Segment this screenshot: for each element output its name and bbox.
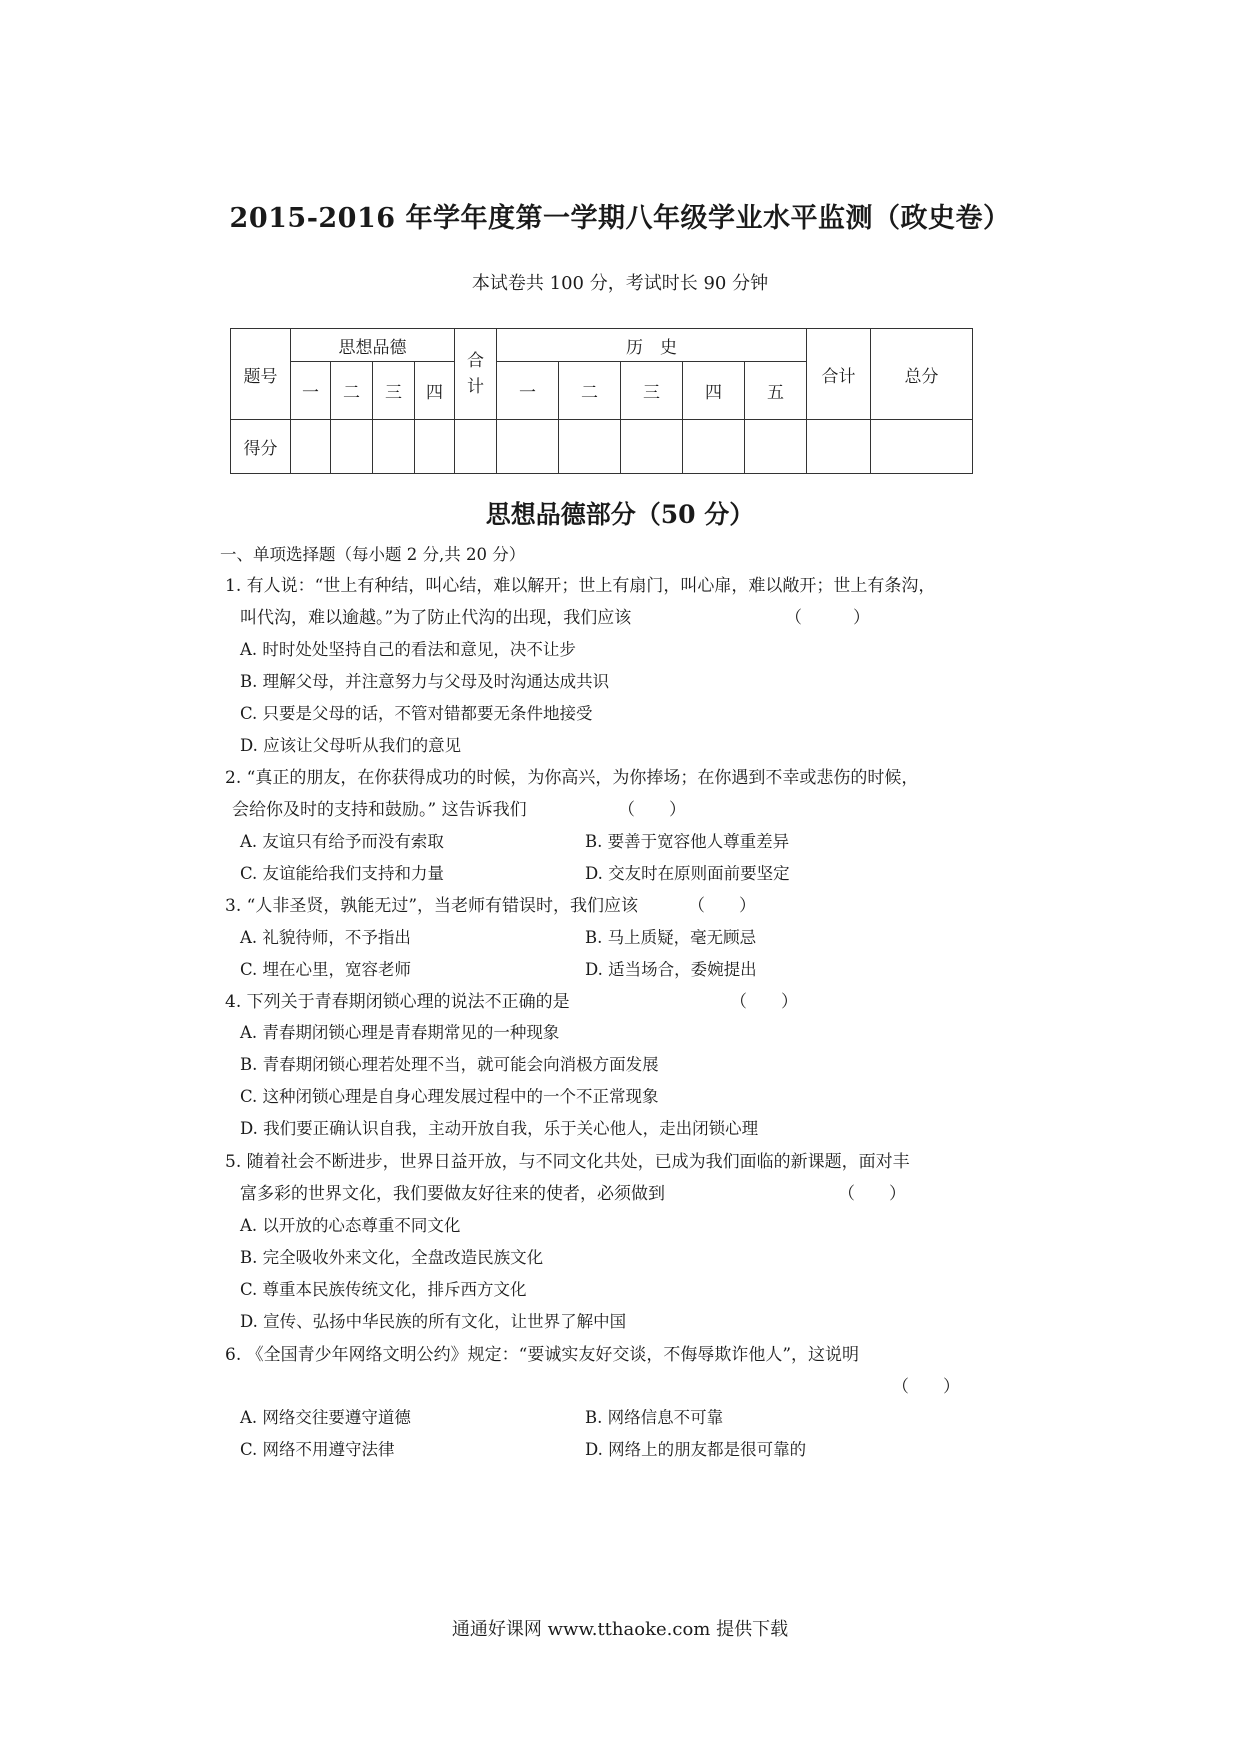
answer-paren: （ ） [892, 1377, 960, 1397]
option-d: D. 适当场合，委婉提出 [585, 960, 757, 979]
group1-col: 四 [415, 362, 455, 420]
group2-col: 四 [683, 362, 745, 420]
score-cell [621, 420, 683, 474]
option-d: D. 网络上的朋友都是很可靠的 [585, 1440, 807, 1459]
exam-title: 2015-2016 年学年度第一学期八年级学业水平监测（政史卷） [229, 203, 1011, 234]
option-b: B. 网络信息不可靠 [585, 1408, 724, 1427]
row-header-cell: 题号 [231, 329, 291, 420]
total-header: 总分 [871, 329, 973, 420]
score-table [230, 328, 973, 474]
option-b: B. 马上质疑，毫无顾忌 [585, 928, 757, 947]
option-b: B. 要善于宽容他人尊重差异 [585, 832, 790, 851]
score-cell [683, 420, 745, 474]
score-cell [373, 420, 415, 474]
option-b: B. 完全吸收外来文化，全盘改造民族文化 [240, 1248, 544, 1267]
option-c: C. 网络不用遵守法律 [240, 1440, 395, 1459]
group2-col: 一 [497, 362, 559, 420]
group1-col: 一 [291, 362, 331, 420]
group2-col: 五 [745, 362, 807, 420]
question-3-stem: 3. “人非圣贤，孰能无过”，当老师有错误时，我们应该 [225, 896, 639, 916]
question-1-stem-line1: 1. 有人说：“世上有种结，叫心结，难以解开；世上有扇门，叫心扉，难以敞开；世上有条沟， [225, 576, 936, 596]
question-2-stem-line2: 会给你及时的支持和鼓励。” 这告诉我们 [232, 800, 527, 820]
question-4-stem: 4. 下列关于青春期闭锁心理的说法不正确的是 [225, 992, 570, 1012]
option-a: A. 网络交往要遵守道德 [240, 1408, 411, 1427]
group2-header: 历 史 [497, 329, 807, 362]
question-1-stem-line2: 叫代沟，难以逾越。”为了防止代沟的出现，我们应该 [240, 608, 632, 628]
part-heading: 一、单项选择题（每小题 2 分,共 20 分） [220, 545, 526, 564]
question-2-stem-line1: 2. “真正的朋友，在你获得成功的时候，为你高兴，为你捧场；在你遇到不幸或悲伤的时候， [225, 768, 919, 788]
subtotal-header: 合计 [455, 329, 497, 420]
score-cell [331, 420, 373, 474]
option-d: D. 我们要正确认识自我，主动开放自我，乐于关心他人，走出闭锁心理 [240, 1119, 759, 1138]
option-c: C. 只要是父母的话，不管对错都要无条件地接受 [240, 704, 593, 723]
question-5-stem-line1: 5. 随着社会不断进步，世界日益开放，与不同文化共处，已成为我们面临的新课题，面对丰 [225, 1152, 910, 1172]
option-c: C. 尊重本民族传统文化，排斥西方文化 [240, 1280, 527, 1299]
option-d: D. 交友时在原则面前要坚定 [585, 864, 790, 883]
option-a: A. 时时处处坚持自己的看法和意见，决不让步 [240, 640, 576, 659]
question-6-stem: 6. 《全国青少年网络文明公约》规定：“要诚实友好交谈，不侮辱欺诈他人”，这说明 [225, 1345, 860, 1365]
score-cell [745, 420, 807, 474]
score-cell [291, 420, 331, 474]
exam-subtitle: 本试卷共 100 分，考试时长 90 分钟 [471, 273, 769, 294]
option-c: C. 这种闭锁心理是自身心理发展过程中的一个不正常现象 [240, 1087, 659, 1106]
footer-credit: 通通好课网 www.tthaoke.com 提供下载 [451, 1619, 789, 1640]
group1-col: 二 [331, 362, 373, 420]
score-cell [807, 420, 871, 474]
option-d: D. 应该让父母听从我们的意见 [240, 736, 462, 755]
score-cell [871, 420, 973, 474]
option-b: B. 青春期闭锁心理若处理不当，就可能会向消极方面发展 [240, 1055, 659, 1074]
answer-paren: （ ） [730, 992, 798, 1012]
group2-col: 二 [559, 362, 621, 420]
group2-col: 三 [621, 362, 683, 420]
option-a: A. 友谊只有给予而没有索取 [240, 832, 444, 851]
section-title: 思想品德部分（50 分） [485, 500, 755, 529]
total-subtotal-header: 合计 [807, 329, 871, 420]
score-cell [415, 420, 455, 474]
option-c: C. 埋在心里，宽容老师 [240, 960, 412, 979]
option-d: D. 宣传、弘扬中华民族的所有文化，让世界了解中国 [240, 1312, 627, 1331]
answer-paren: （ ） [785, 608, 870, 628]
score-label-cell: 得分 [231, 420, 291, 474]
option-c: C. 友谊能给我们支持和力量 [240, 864, 445, 883]
option-a: A. 礼貌待师，不予指出 [240, 928, 411, 947]
option-a: A. 青春期闭锁心理是青春期常见的一种现象 [240, 1023, 560, 1042]
answer-paren: （ ） [838, 1184, 906, 1204]
option-b: B. 理解父母，并注意努力与父母及时沟通达成共识 [240, 672, 610, 691]
score-cell [497, 420, 559, 474]
score-cell [455, 420, 497, 474]
answer-paren: （ ） [618, 800, 686, 820]
question-5-stem-line2: 富多彩的世界文化，我们要做友好往来的使者，必须做到 [240, 1184, 665, 1204]
score-cell [559, 420, 621, 474]
option-a: A. 以开放的心态尊重不同文化 [240, 1216, 461, 1235]
group1-header: 思想品德 [291, 329, 455, 362]
answer-paren: （ ） [688, 896, 756, 916]
group1-col: 三 [373, 362, 415, 420]
